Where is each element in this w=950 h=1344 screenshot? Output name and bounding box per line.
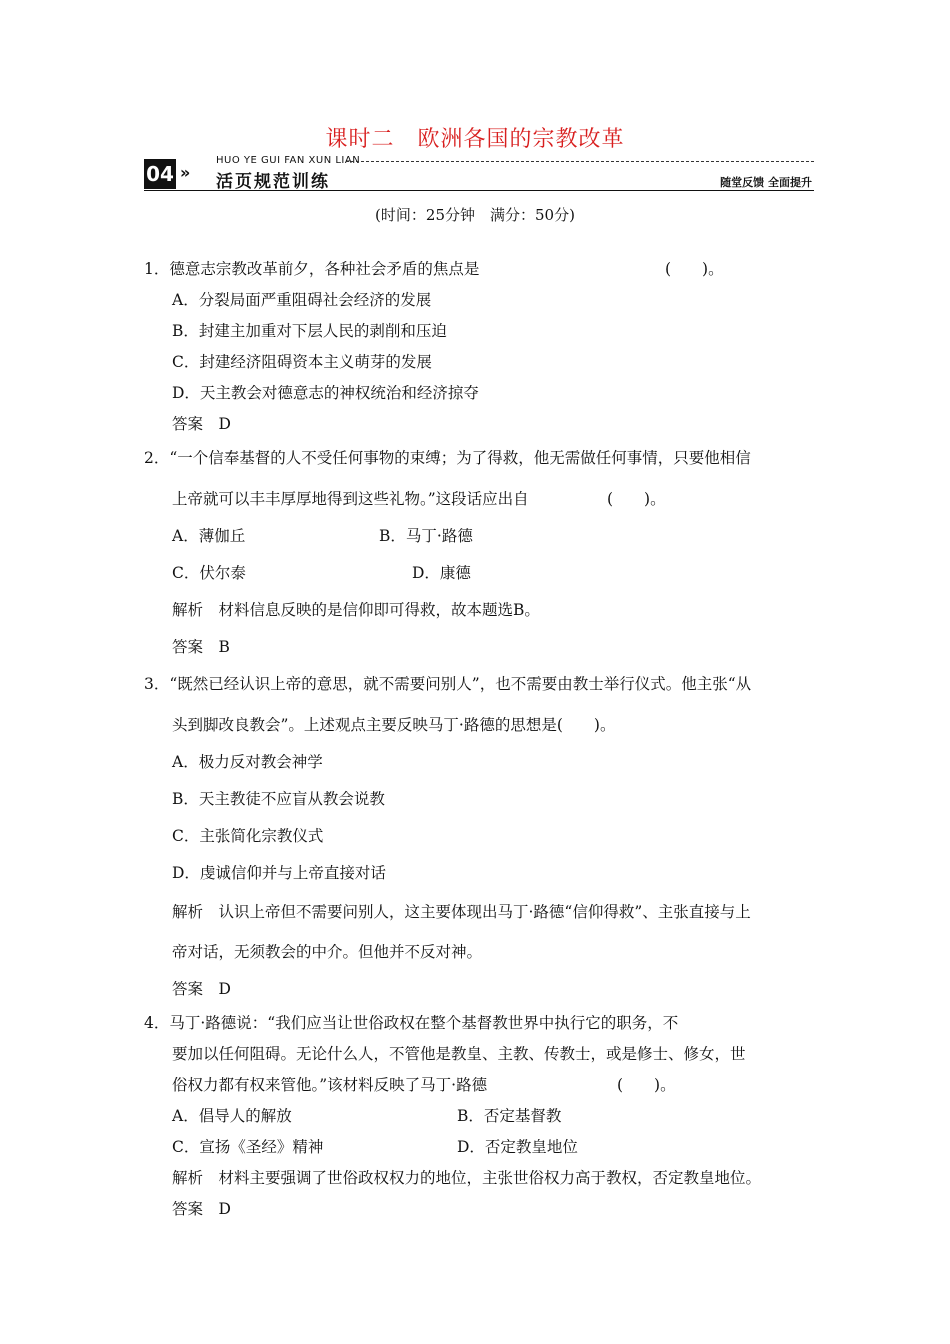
question-2-stem-line-2: 上帝就可以丰丰厚厚地得到这些礼物。”这段话应出自 — [172, 490, 529, 508]
question-2-stem-line-1: 2．“一个信奉基督的人不受任何事物的束缚；为了得救，他无需做任何事情，只要他相信 — [144, 449, 751, 467]
question-4-stem-line-1: 4．马丁·路德说：“我们应当让世俗政权在整个基督教世界中执行它的职务，不 — [144, 1014, 679, 1032]
question-3-option-a: A．极力反对教会神学 — [172, 753, 323, 771]
banner-right-text: 随堂反馈 全面提升 — [720, 176, 812, 189]
question-1-answer: 答案 D — [172, 415, 231, 433]
question-3-stem-line-2: 头到脚改良教会”。上述观点主要反映马丁·路德的思想是( )。 — [172, 716, 616, 734]
question-3-option-b: B．天主教徒不应盲从教会说教 — [172, 790, 385, 808]
banner-rule — [144, 190, 814, 191]
question-2-option-c: C．伏尔泰 — [172, 564, 246, 582]
question-4-answer: 答案 D — [172, 1200, 231, 1218]
question-4-blank: ( )。 — [617, 1076, 676, 1094]
question-3-option-d: D．虔诚信仰并与上帝直接对话 — [172, 864, 386, 882]
question-1-stem: 1．德意志宗教改革前夕，各种社会矛盾的焦点是 — [144, 260, 480, 278]
question-4-option-c: C．宣扬《圣经》精神 — [172, 1138, 324, 1156]
page-title: 课时二 欧洲各国的宗教改革 — [325, 127, 625, 152]
question-4-stem-line-3: 俗权力都有权来管他。”该材料反映了马丁·路德 — [172, 1076, 488, 1094]
time-info: (时间：25分钟 满分：50分) — [375, 206, 575, 224]
question-4-analysis: 解析 材料主要强调了世俗政权权力的地位，主张世俗权力高于教权，否定教皇地位。 — [172, 1169, 762, 1187]
question-3-analysis-line-1: 解析 认识上帝但不需要问别人，这主要体现出马丁·路德“信仰得救”、主张直接与上 — [172, 903, 751, 921]
banner-heading: 活页规范训练 — [216, 172, 330, 192]
question-4-option-a: A．倡导人的解放 — [172, 1107, 292, 1125]
banner-pinyin: HUO YE GUI FAN XUN LIAN — [216, 155, 361, 166]
question-1-option-d: D．天主教会对德意志的神权统治和经济掠夺 — [172, 384, 479, 402]
question-3-stem-line-1: 3．“既然已经认识上帝的意思，就不需要问别人”，也不需要由教士举行仪式。他主张“从 — [144, 675, 752, 693]
chevron-right-icon: » — [180, 163, 191, 182]
question-4-option-d: D．否定教皇地位 — [457, 1138, 578, 1156]
question-4-option-b: B．否定基督教 — [457, 1107, 562, 1125]
question-1-option-a: A．分裂局面严重阻碍社会经济的发展 — [172, 291, 432, 309]
question-2-blank: ( )。 — [607, 490, 666, 508]
question-3-answer: 答案 D — [172, 980, 231, 998]
question-1-option-c: C．封建经济阻碍资本主义萌芽的发展 — [172, 353, 432, 371]
question-2-option-a: A．薄伽丘 — [172, 527, 246, 545]
section-banner — [144, 155, 814, 195]
question-2-answer: 答案 B — [172, 638, 230, 656]
question-2-option-d: D．康德 — [412, 564, 471, 582]
question-1-blank: ( )。 — [665, 260, 724, 278]
question-2-option-b: B．马丁·路德 — [379, 527, 473, 545]
banner-dashed-rule — [346, 161, 814, 162]
question-2-analysis: 解析 材料信息反映的是信仰即可得救，故本题选B。 — [172, 601, 540, 619]
question-1-option-b: B．封建主加重对下层人民的剥削和压迫 — [172, 322, 447, 340]
question-3-analysis-line-2: 帝对话，无须教会的中介。但他并不反对神。 — [172, 943, 483, 961]
question-3-option-c: C．主张简化宗教仪式 — [172, 827, 324, 845]
question-4-stem-line-2: 要加以任何阻碍。无论什么人，不管他是教皇、主教、传教士，或是修士、修女，世 — [172, 1045, 746, 1063]
section-number: 04 — [144, 159, 176, 189]
